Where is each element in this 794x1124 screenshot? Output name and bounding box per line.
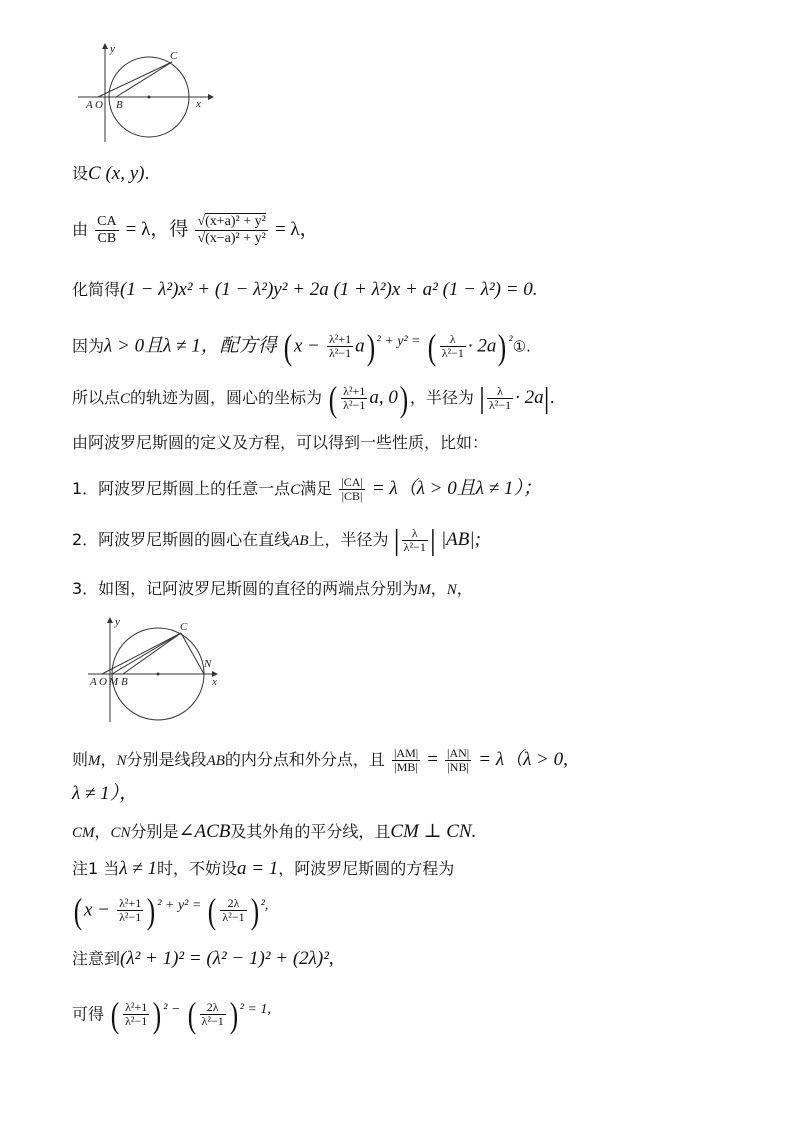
math-text: ² + y² = — [376, 334, 421, 349]
denominator: |CB| — [341, 489, 363, 503]
frac — [339, 476, 364, 503]
denominator: λ²−1 — [119, 910, 142, 925]
text: 满足 — [300, 479, 333, 498]
text: 所以点 — [72, 388, 121, 407]
numerator: λ²+1 — [125, 1000, 148, 1015]
math-equation: (λ² + 1)² = (λ² − 1)² + (2λ)², — [120, 948, 334, 969]
label-O: O — [95, 99, 103, 111]
line-lambda-cond — [72, 783, 138, 805]
text: 时，不妨设 — [156, 859, 237, 878]
numerator: λ — [402, 527, 428, 541]
label-C: C — [170, 50, 178, 62]
frac-sqrt — [195, 214, 267, 247]
math-text: · 2a — [467, 335, 497, 357]
label-B: B — [121, 676, 128, 688]
numerator: |AN| — [447, 746, 470, 760]
denominator: λ²−1 — [441, 346, 464, 361]
denominator: λ²−1 — [403, 540, 426, 554]
frac-CA-CB — [95, 214, 118, 247]
y-axis-arrow — [107, 617, 113, 623]
math-text: = λ，得 — [125, 219, 189, 240]
text: 由 — [72, 220, 89, 239]
math-text: a = 1 — [236, 858, 279, 879]
math-N: N — [116, 753, 127, 769]
line-circle-equation: (x − $\frac{\text{λ²+1}}{\text{λ²−1}}$ ) $^{^2 + y^2 =}$ ( $\frac{2\lambda}{\text{λ²−1}}$ ) $^{^2,}$ — [73, 890, 269, 931]
numerator: |CA| — [341, 475, 363, 489]
math-text: λ ≠ 1 — [119, 858, 157, 879]
denominator: λ²−1 — [488, 398, 512, 412]
segment-CN — [181, 633, 204, 674]
text: 由阿波罗尼斯圆的定义及方程，可以得到一些性质，比如： — [72, 433, 489, 452]
text: 分别是 — [130, 822, 179, 841]
text: 的内分点和外分点，且 — [224, 750, 385, 769]
numerator: λ — [440, 333, 466, 347]
text: 的轨迹为圆，圆心的坐标为 — [130, 388, 323, 407]
frac — [487, 385, 513, 412]
math-text: a — [355, 335, 365, 357]
denominator: λ²−1 — [343, 398, 366, 412]
denominator: λ²−1 — [201, 1014, 224, 1029]
label-M: M — [109, 676, 119, 688]
numerator: |AM| — [394, 746, 419, 760]
text: ，半径为 — [409, 388, 474, 407]
center-point — [157, 673, 160, 676]
line-property-3 — [72, 578, 473, 601]
line-note-1 — [72, 858, 454, 880]
math-text: λ ≠ 1）， — [72, 783, 139, 804]
text: 因为 — [72, 336, 105, 356]
label-A: A — [86, 99, 93, 111]
denominator: λ²−1 — [328, 346, 352, 361]
frac — [200, 1001, 226, 1028]
text: 上，半径为 — [308, 530, 389, 549]
math-C: C — [290, 482, 301, 498]
figure-1-diagram — [70, 40, 220, 144]
frac — [402, 527, 428, 554]
frac — [341, 385, 367, 412]
text: 注1 当 — [72, 859, 120, 878]
line-properties-intro — [72, 432, 488, 454]
text: 3．如图，记阿波罗尼斯圆的直径的两端点分别为 — [72, 579, 419, 598]
math-text: a, 0 — [369, 387, 398, 408]
label-x: x — [212, 676, 217, 688]
math-text: = λ， — [274, 219, 319, 240]
segment-BC — [116, 62, 172, 97]
segment-MC — [112, 633, 181, 674]
line-ratio — [72, 208, 319, 252]
label-O: O — [99, 676, 107, 688]
math-perp: CM ⊥ CN. — [390, 821, 477, 842]
text: ， — [456, 579, 473, 598]
text: 可得 — [72, 1004, 105, 1024]
text: 化简得 — [72, 280, 121, 299]
math-M: M — [88, 753, 101, 769]
frac — [123, 1001, 149, 1028]
numerator: 2λ — [220, 897, 246, 911]
math-text: ² — [508, 334, 513, 349]
line-locus: 所以点C的轨迹为圆，圆心的坐标为 ( $\frac{\text{λ²+1}}{\text{λ²−1}}$ a, 0) ，半径为 | $\frac{\lambda}{\text{λ²−1}}$ · 2a|. — [72, 378, 555, 419]
line-complete-square: 因为λ > 0且λ ≠ 1，配方得 (x − $\frac{\text{λ²+1}}{\text{λ²−1}}$ a) $^{^2 + y^2 =}$ ( $\frac{\lambda}{\text{λ²−1}}$ · 2a) $^{^2}$①. — [72, 326, 531, 367]
label-C: C — [180, 621, 188, 633]
math-text: ², — [260, 898, 269, 913]
math-C-xy: C (x, y) — [88, 163, 145, 184]
frac — [327, 333, 353, 360]
line-bisectors — [72, 821, 476, 844]
text: ， — [100, 750, 117, 769]
frac — [440, 333, 466, 360]
frac — [392, 747, 420, 774]
denominator: √(x−a)² + y² — [197, 231, 266, 246]
text: . — [144, 164, 150, 183]
math-text: |AB|; — [440, 529, 481, 550]
center-point — [148, 96, 151, 99]
segment-AC — [98, 62, 172, 97]
text: ， — [430, 579, 447, 598]
frac — [445, 747, 471, 774]
label-B: B — [116, 99, 123, 111]
math-text: = λ（λ > 0, — [478, 749, 568, 770]
math-text: λ > 0且λ ≠ 1，配方得 — [104, 335, 277, 357]
text: 及其外角的平分线，且 — [230, 822, 391, 841]
text: 分别是线段 — [126, 750, 207, 769]
numerator: λ²+1 — [343, 384, 366, 398]
label-y: y — [110, 43, 115, 55]
text: 2．阿波罗尼斯圆的圆心在直线 — [72, 530, 291, 549]
math-AB: AB — [206, 753, 225, 769]
math-equation: (1 − λ²)x² + (1 − λ²)y² + 2a (1 + λ²)x + a² (1 − λ²) = 0. — [120, 279, 538, 300]
math-text: = — [427, 749, 438, 770]
text: 设 — [72, 164, 89, 183]
line-simplify — [72, 279, 538, 301]
math-text: x − — [293, 335, 320, 357]
numerator: λ — [487, 385, 513, 399]
line-property-2: 2．阿波罗尼斯圆的圆心在直线AB上，半径为 | $\frac{\lambda}{\text{λ²−1}}$ | |AB|; — [72, 523, 481, 557]
math-CM: CM — [72, 825, 95, 841]
circled-one: ①. — [512, 337, 531, 356]
math-CN: CN — [110, 825, 131, 841]
line-division-points — [72, 742, 568, 778]
math-angle: ∠ACB — [178, 821, 231, 842]
y-axis-arrow — [102, 43, 108, 49]
label-x: x — [196, 98, 201, 110]
numerator: CA — [97, 214, 117, 229]
text: . — [549, 388, 555, 407]
numerator: √(x+a)² + y² — [197, 214, 266, 229]
figure-2-diagram — [80, 612, 230, 724]
label-A: A — [90, 676, 97, 688]
text: 注意到 — [72, 949, 121, 968]
denominator: |MB| — [394, 760, 418, 774]
line-set-C — [72, 163, 150, 185]
numerator: 2λ — [200, 1001, 226, 1015]
math-text: ² + y² = — [157, 898, 202, 913]
math-text: = λ（λ > 0且λ ≠ 1）； — [371, 478, 542, 499]
numerator: λ²+1 — [119, 896, 142, 911]
frac — [220, 897, 246, 924]
segment-BC — [123, 633, 181, 674]
math-text: x − — [84, 899, 111, 921]
x-axis-arrow — [208, 94, 214, 100]
math-AB: AB — [290, 533, 309, 549]
text: 则 — [72, 750, 89, 769]
math-text: · 2a — [515, 387, 544, 408]
denominator: |NB| — [447, 760, 469, 774]
math-text: ² − — [163, 1002, 181, 1017]
numerator: λ²+1 — [328, 332, 352, 347]
label-y: y — [115, 616, 120, 628]
denominator: CB — [97, 231, 117, 246]
frac — [117, 897, 143, 924]
denominator: λ²−1 — [125, 1014, 148, 1029]
label-N: N — [204, 658, 212, 670]
line-property-1 — [72, 471, 542, 507]
math-C: C — [120, 391, 131, 407]
text: 1．阿波罗尼斯圆上的任意一点 — [72, 479, 291, 498]
segment-AC — [102, 633, 181, 674]
text: ， — [94, 822, 111, 841]
denominator: λ²−1 — [222, 910, 245, 925]
text: ，阿波罗尼斯圆的方程为 — [278, 859, 455, 878]
line-result: 可得 ( $\frac{\text{λ²+1}}{\text{λ²−1}}$ ) $^{^2 -}$ ( $\frac{2\lambda}{\text{λ²−1}}$ ) $^{^2 = 1,}$ — [72, 994, 271, 1035]
line-note-identity — [72, 943, 334, 975]
math-N: N — [446, 582, 457, 598]
math-text: ² = 1, — [239, 1002, 271, 1017]
math-M: M — [418, 582, 431, 598]
